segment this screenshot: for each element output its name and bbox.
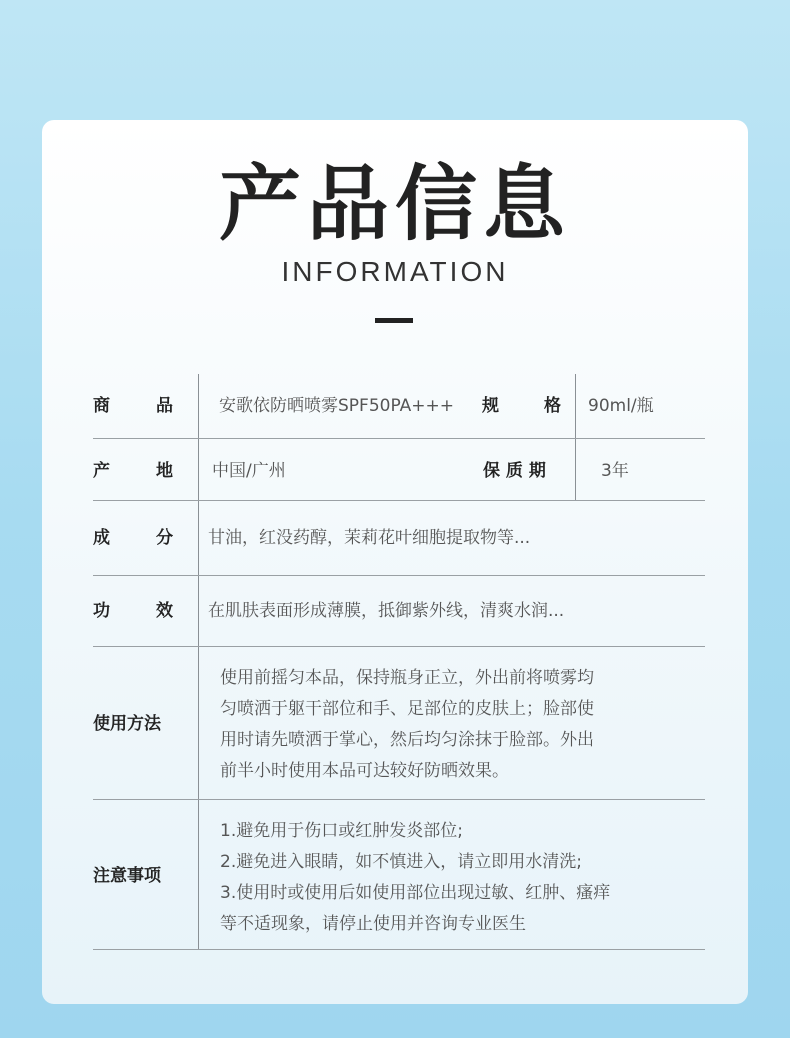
value-ingredients: 甘油，红没药醇，茉莉花叶细胞提取物等... [208, 528, 531, 548]
value-spec: 90ml/瓶 [588, 396, 654, 416]
title-divider [375, 318, 413, 323]
column-divider [198, 374, 199, 438]
label-efficacy-b: 效 [156, 601, 173, 621]
label-ingredients-b: 分 [156, 528, 173, 548]
label-spec-a: 规 [482, 396, 499, 416]
column-divider [198, 800, 199, 949]
value-shelf-life: 3年 [601, 461, 629, 481]
label-spec-b: 格 [544, 396, 561, 416]
label-product-a: 商 [93, 396, 110, 416]
label-product-b: 品 [156, 396, 173, 416]
notes-line: 等不适现象，请停止使用并咨询专业医生 [220, 914, 526, 934]
label-notes: 注意事项 [93, 866, 161, 886]
label-ingredients-a: 成 [93, 528, 110, 548]
value-notes [220, 816, 610, 940]
label-origin-b: 地 [156, 461, 173, 481]
page-title: 产品信息 [218, 157, 571, 252]
table-row-notes [93, 800, 705, 950]
label-usage: 使用方法 [93, 714, 161, 734]
table-row-origin [93, 439, 705, 501]
info-table [93, 374, 705, 950]
value-efficacy: 在肌肤表面形成薄膜，抵御紫外线，清爽水润... [208, 601, 565, 621]
label-efficacy-a: 功 [93, 601, 110, 621]
page-subtitle: INFORMATION [281, 256, 509, 287]
value-origin: 中国/广州 [212, 461, 286, 481]
info-card [42, 120, 748, 1004]
usage-line: 匀喷洒于躯干部位和手、足部位的皮肤上；脸部使 [220, 699, 594, 719]
label-origin-a: 产 [93, 461, 110, 481]
table-row-usage [93, 647, 705, 800]
column-divider [198, 501, 199, 575]
notes-line: 2.避免进入眼睛，如不慎进入，请立即用水清洗; [220, 852, 582, 872]
notes-line: 1.避免用于伤口或红肿发炎部位; [220, 821, 463, 841]
column-divider [575, 374, 576, 438]
label-shelf-life: 保 质 期 [483, 461, 546, 481]
value-product: 安歌依防晒喷雾SPF50PA+++ [219, 396, 454, 416]
column-divider [575, 439, 576, 500]
notes-line: 3.使用时或使用后如使用部位出现过敏、红肿、瘙痒 [220, 883, 611, 903]
value-usage [220, 663, 594, 787]
usage-line: 用时请先喷洒于掌心，然后均匀涂抹于脸部。外出 [220, 730, 594, 750]
table-row-ingredients [93, 501, 705, 576]
table-row-product [93, 374, 705, 439]
column-divider [198, 439, 199, 500]
usage-line: 前半小时使用本品可达较好防晒效果。 [220, 761, 509, 781]
column-divider [198, 576, 199, 646]
column-divider [198, 647, 199, 799]
table-row-efficacy [93, 576, 705, 647]
usage-line: 使用前摇匀本品，保持瓶身正立，外出前将喷雾均 [220, 668, 594, 688]
